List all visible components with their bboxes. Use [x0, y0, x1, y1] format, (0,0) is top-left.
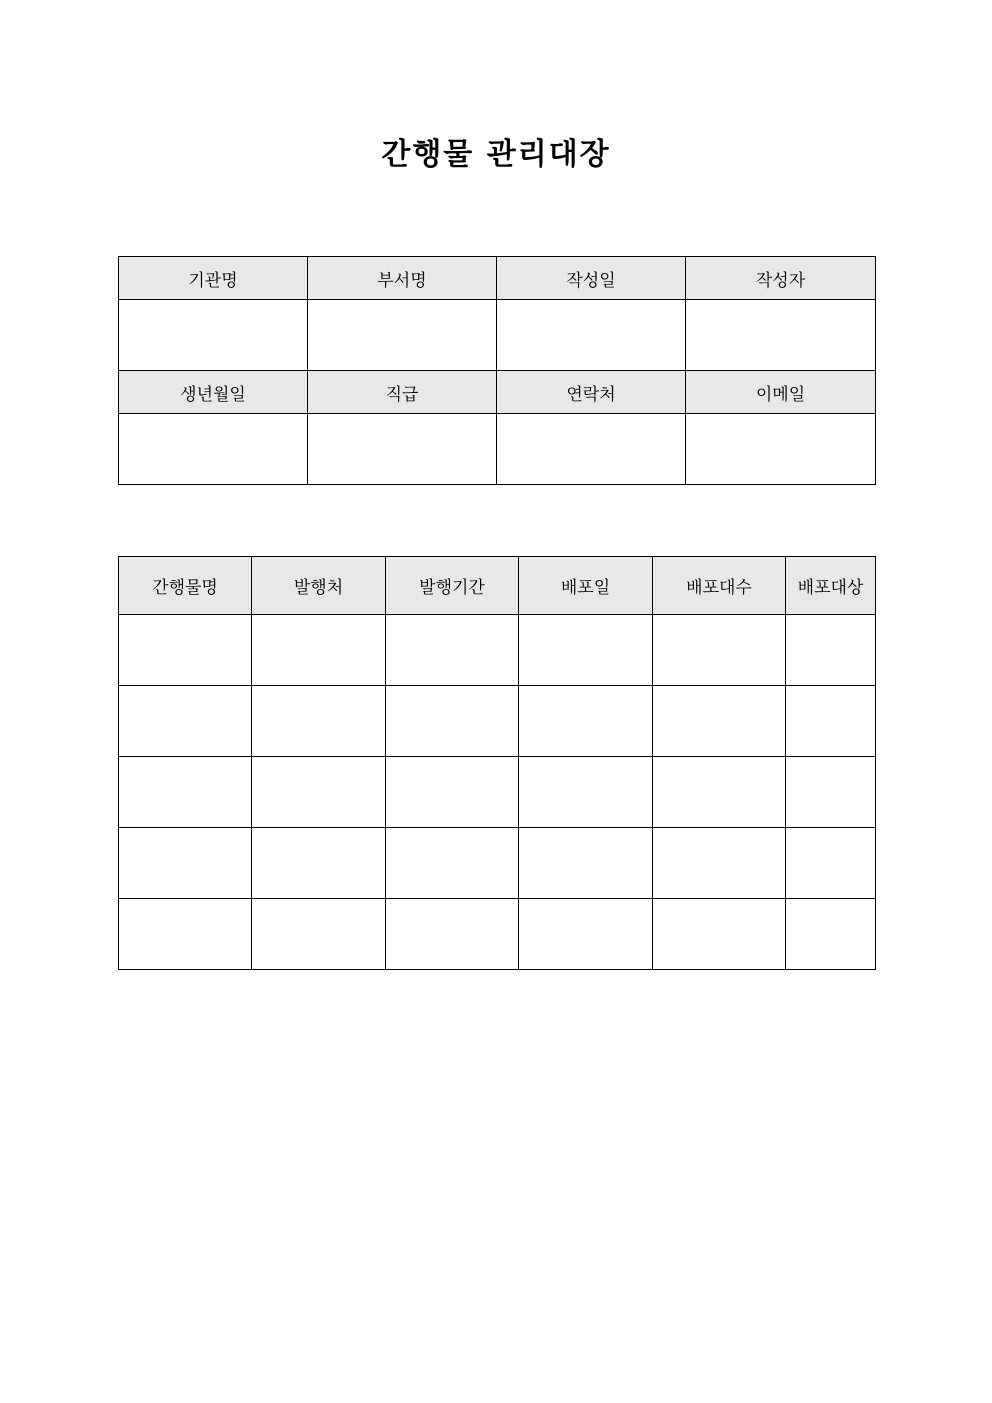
header-distribution-date: 배포일: [519, 557, 653, 615]
table-cell[interactable]: [786, 828, 876, 899]
page-title: 간행물 관리대장: [381, 137, 611, 172]
table-cell[interactable]: [786, 899, 876, 970]
table-cell[interactable]: [519, 828, 653, 899]
table-cell[interactable]: [653, 615, 786, 686]
table-cell[interactable]: [252, 899, 386, 970]
table-cell[interactable]: [786, 615, 876, 686]
header-department: 부서명: [308, 257, 497, 300]
table-cell[interactable]: [653, 686, 786, 757]
table-cell[interactable]: [119, 899, 252, 970]
table-cell[interactable]: [252, 615, 386, 686]
table-cell[interactable]: [519, 899, 653, 970]
author-info-table: [118, 256, 876, 485]
contact-cell[interactable]: [497, 414, 686, 485]
table-cell[interactable]: [653, 899, 786, 970]
header-distribution-count: 배포대수: [653, 557, 786, 615]
header-author: 작성자: [686, 257, 876, 300]
header-distribution-target: 배포대상: [786, 557, 876, 615]
table-cell[interactable]: [119, 615, 252, 686]
header-contact: 연락처: [497, 371, 686, 414]
table-cell[interactable]: [119, 828, 252, 899]
table-row: [119, 686, 876, 757]
table-cell[interactable]: [252, 686, 386, 757]
birth-date-cell[interactable]: [119, 414, 308, 485]
table-cell[interactable]: [519, 757, 653, 828]
header-publication-name: 간행물명: [119, 557, 252, 615]
date-written-cell[interactable]: [497, 300, 686, 371]
table-cell[interactable]: [786, 757, 876, 828]
table-row: [119, 828, 876, 899]
table-cell[interactable]: [386, 828, 519, 899]
table-row: [119, 615, 876, 686]
header-agency-name: 기관명: [119, 257, 308, 300]
table-cell[interactable]: [653, 757, 786, 828]
agency-name-cell[interactable]: [119, 300, 308, 371]
table-cell[interactable]: [386, 615, 519, 686]
header-date-written: 작성일: [497, 257, 686, 300]
table-cell[interactable]: [653, 828, 786, 899]
department-cell[interactable]: [308, 300, 497, 371]
header-publisher: 발행처: [252, 557, 386, 615]
table-row: [119, 899, 876, 970]
header-email: 이메일: [686, 371, 876, 414]
table-cell[interactable]: [519, 615, 653, 686]
table-cell[interactable]: [386, 899, 519, 970]
table-row: [119, 757, 876, 828]
email-cell[interactable]: [686, 414, 876, 485]
table-cell[interactable]: [252, 757, 386, 828]
table-cell[interactable]: [786, 686, 876, 757]
position-cell[interactable]: [308, 414, 497, 485]
table-cell[interactable]: [386, 686, 519, 757]
author-cell[interactable]: [686, 300, 876, 371]
table-cell[interactable]: [119, 686, 252, 757]
table-cell[interactable]: [119, 757, 252, 828]
table-cell[interactable]: [519, 686, 653, 757]
table-cell[interactable]: [386, 757, 519, 828]
table-cell[interactable]: [252, 828, 386, 899]
header-publication-period: 발행기간: [386, 557, 519, 615]
header-birth-date: 생년월일: [119, 371, 308, 414]
publication-table: [118, 556, 876, 970]
header-position: 직급: [308, 371, 497, 414]
